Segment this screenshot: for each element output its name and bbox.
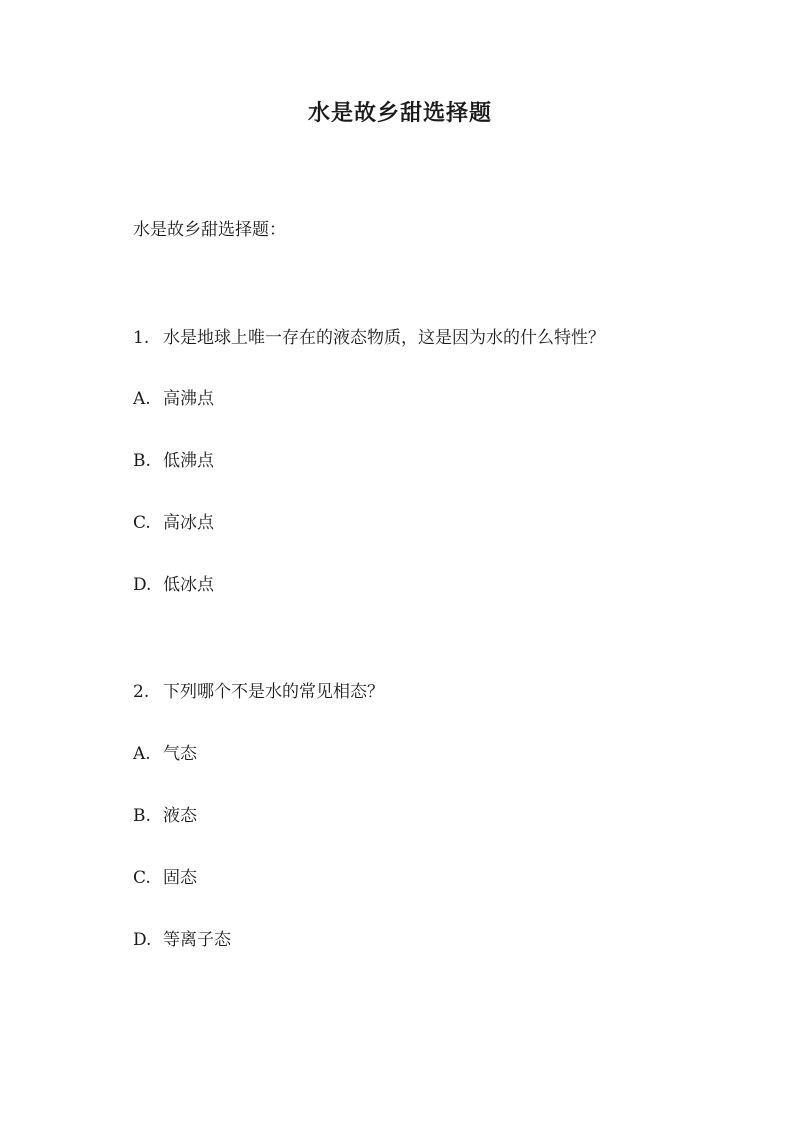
option-text: 低沸点: [163, 451, 214, 471]
intro-text: 水是故乡甜选择题：: [133, 220, 286, 240]
question-number: 2.: [133, 682, 150, 702]
option-letter: A.: [133, 744, 151, 764]
option-letter: B.: [133, 451, 151, 471]
question-text: 水是地球上唯一存在的液态物质，这是因为水的什么特性？: [163, 328, 605, 348]
question-2-option-d: [133, 928, 231, 952]
question-1-option-a: [133, 387, 214, 411]
option-letter: C.: [133, 513, 151, 533]
question-2-option-a: [133, 742, 197, 766]
option-text: 高沸点: [163, 389, 214, 409]
question-1: [133, 326, 605, 350]
question-1-option-d: [133, 573, 214, 597]
option-letter: A.: [133, 389, 151, 409]
option-text: 等离子态: [163, 930, 231, 950]
question-2: [133, 680, 384, 704]
option-text: 固态: [163, 868, 197, 888]
option-letter: D.: [133, 575, 152, 595]
question-1-option-c: [133, 511, 214, 535]
question-1-option-b: [133, 449, 214, 473]
option-letter: D.: [133, 930, 152, 950]
option-text: 液态: [163, 806, 197, 826]
option-letter: B.: [133, 806, 151, 826]
option-text: 低冰点: [163, 575, 214, 595]
option-text: 气态: [163, 744, 197, 764]
option-letter: C.: [133, 868, 151, 888]
question-2-option-b: [133, 804, 197, 828]
question-2-option-c: [133, 866, 197, 890]
question-text: 下列哪个不是水的常见相态？: [163, 682, 384, 702]
option-text: 高冰点: [163, 513, 214, 533]
question-number: 1.: [133, 328, 150, 348]
document-title: 水是故乡甜选择题: [307, 100, 492, 126]
